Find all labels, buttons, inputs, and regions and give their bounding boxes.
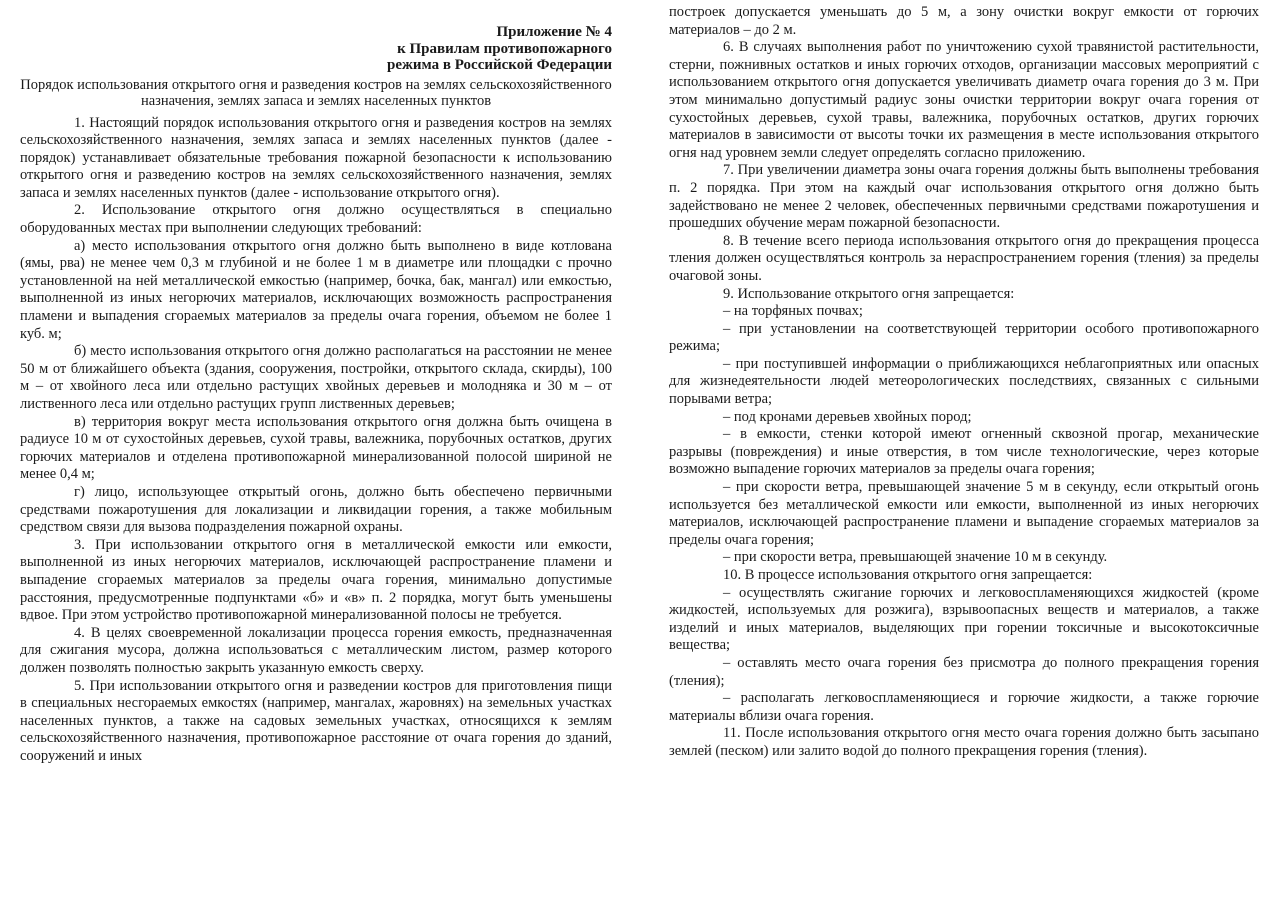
list-item: – на торфяных почвах; [723,303,863,320]
list-item: – при поступившей информации о приближающихся неблагоприятных или опасных для жизнедеятельности людей метеорологических последствиях, связанных с сильными порывами ветра; [669,355,1259,408]
paragraph-5: 5. При использовании открытого огня и разведении костров для приготовления пищи в специальных несгораемых емкостях (например, мангалах, жаровнях) на земельных участках населенных пунктов, а также на садовых земельных участках, относящихся к землям сельскохозяйственного назначения, противопожарное расстояние от очага горения до зданий, сооружений и иных [20,677,612,764]
paragraph-2a: а) место использования открытого огня должно быть выполнено в виде котлована (ямы, рва) не менее чем 0,3 м глубиной и не более 1 м в диаметре или площадки с прочно установленной на ней металлической емкостью (например, бочка, бак, мангал) или емкостью, выполненной из иных негорючих материалов, исключающих возможность распространения пламени и выпадения сгораемых материалов за пределы очага горения, объемом не более 1 куб. м; [20,237,612,342]
paragraph-9: 9. Использование открытого огня запрещается: [723,285,1015,302]
paragraph-11: 11. После использования открытого огня место очага горения должно быть засыпано землей (песком) или залито водой до полного прекращения горения (тления). [669,725,1259,759]
appendix-header-line-3: режима в Российской Федерации [387,57,612,73]
appendix-header-line-2: к Правилам противопожарного [397,40,612,57]
paragraph-1: 1. Настоящий порядок использования открытого огня и разведения костров на землях сельскохозяйственного назначения, землях запаса и землях населенных пунктов (далее - порядок) устанавливает обязательные требования пожарной безопасности к использованию открытого огня и разведению костров на землях сельскохозяйственного назначения, землях запаса и землях населенных пунктов (далее - использование открытого огня). [20,114,612,201]
paragraph-8: 8. В течение всего периода использования открытого огня до прекращения процесса тления должен осуществляться контроль за нераспространением горения (тления) за пределы очаговой зоны. [669,232,1259,284]
paragraph-2b: б) место использования открытого огня должно располагаться на расстоянии не менее 50 м от ближайшего объекта (здания, сооружения, постройки, открытого склада, скирды), 100 м – от хвойного леса или отдельно растущих хвойных деревьев и молодняка и 30 м – от лиственного леса или отдельно растущих групп лиственных деревьев; [20,343,612,412]
appendix-header [20,24,612,74]
paragraph-2g: г) лицо, использующее открытый огонь, должно быть обеспечено первичными средствами пожаротушения для локализации и ликвидации горения, а также мобильным средством связи для вызова подразделения пожарной охраны. [20,483,612,536]
list-item: – при установлении на соответствующей территории особого противопожарного режима; [669,320,1259,355]
left-column [20,8,612,765]
list-item: – при скорости ветра, превышающей значение 10 м в секунду. [723,549,1108,566]
appendix-header-line-1: Приложение № 4 [496,24,612,40]
right-column [669,4,1259,761]
paragraph-3: 3. При использовании открытого огня в металлической емкости или емкости, выполненной из иных негорючих материалов, исключающей распространение пламени и выпадение сгораемых материалов за пределы очага горения, минимально допустимые расстояния, предусмотренные подпунктами «б» и «в» п. 2 порядка, могут быть уменьшены вдвое. При этом устройство противопожарной минерализованной полосы не требуется. [20,536,612,624]
list-item: – под кронами деревьев хвойных пород; [723,408,972,425]
paragraph-7: 7. При увеличении диаметра зоны очага горения должны быть выполнены требования п. 2 порядка. При этом на каждый очаг использования открытого огня должно быть задействовано не менее 2 человек, обеспеченных первичными средствами пожаротушения и прошедших обучение мерам пожарной безопасности. [669,162,1259,232]
paragraph-10: 10. В процессе использования открытого огня запрещается: [723,567,1093,583]
paragraph-4: 4. В целях своевременной локализации процесса горения емкость, предназначенная для сжигания мусора, должна использоваться с металлическим листом, размер которого должен позволять полностью закрыть указанную емкость сверху. [20,624,612,676]
paragraph-2v: в) территория вокруг места использования открытого огня должна быть очищена в радиусе 10 м от сухостойных деревьев, сухой травы, валежника, порубочных остатков, других горючих материалов и отделена противопожарной минерализованной полосой шириной не менее 0,4 м; [20,413,612,483]
list-item: – при скорости ветра, превышающей значение 5 м в секунду, если открытый огонь используется без металлической емкости или емкости, выполненной из иных негорючих материалов, исключающей распространение пламени и выпадение сгораемых материалов за пределы очага горения; [669,479,1259,548]
list-item: – располагать легковоспламеняющиеся и горючие жидкости, а также горючие материалы вблизи очага горения. [669,690,1259,724]
list-item: – в емкости, стенки которой имеют огненный сквозной прогар, механические разрывы (повреждения) и иные отверстия, в том числе технологические, через которые возможно выпадение горючих материалов за пределы очага горения; [669,426,1259,478]
document-title: Порядок использования открытого огня и разведения костров на землях сельскохозяйственного назначения, землях запаса и землях населенных пунктов [20,76,612,109]
paragraph-6: 6. В случаях выполнения работ по уничтожению сухой травянистой растительности, стерни, пожнивных остатков и иных горючих отходов, организации массовых мероприятий с использованием открытого огня допускается увеличивать диаметр очага горения до 3 м. При этом минимально допустимый радиус зоны очистки территории вокруг очага горения от сухостойных деревьев, сухой травы, валежника, порубочных остатков, других горючих материалов в зависимости от высоты точки их размещения в месте использования открытого огня над уровнем земли следует определять согласно приложению. [669,39,1259,161]
paragraph-5-continuation: построек допускается уменьшать до 5 м, а зону очистки вокруг емкости от горючих материалов – до 2 м. [669,4,1259,38]
paragraph-2: 2. Использование открытого огня должно осуществляться в специально оборудованных местах при выполнении следующих требований: [20,202,612,237]
list-item: – осуществлять сжигание горючих и легковоспламеняющихся жидкостей (кроме жидкостей, используемых для розжига), взрывоопасных веществ и материалов, а также изделий и иных материалов, выделяющих при горении токсичные и высокотоксичные вещества; [669,584,1259,654]
list-item: – оставлять место очага горения без присмотра до полного прекращения горения (тления); [669,654,1259,689]
